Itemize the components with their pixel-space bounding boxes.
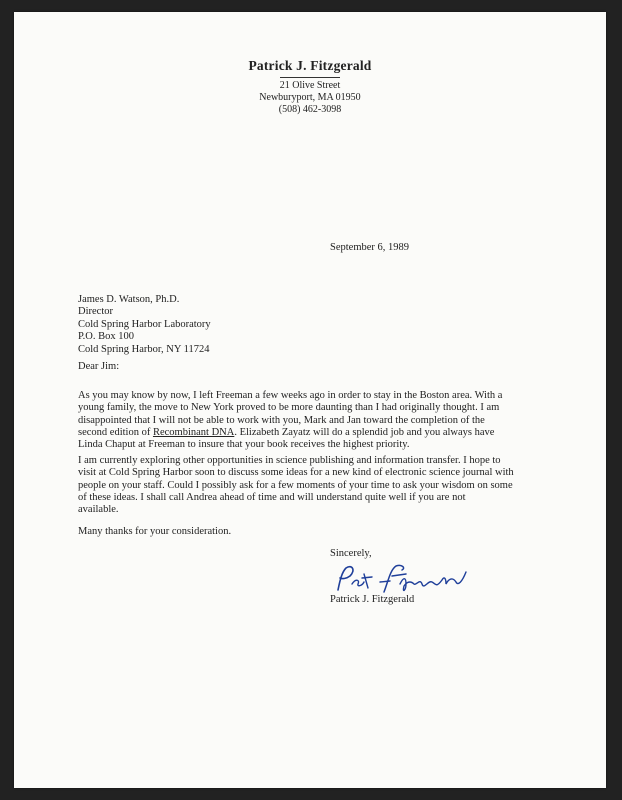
signer-name: Patrick J. Fitzgerald bbox=[330, 594, 415, 605]
paragraph-line: young family, the move to New York proved to be more daunting than I had originally thought. I am bbox=[78, 402, 500, 414]
recipient-title: Director bbox=[78, 306, 113, 318]
salutation: Dear Jim: bbox=[78, 361, 120, 372]
letterhead-street: 21 Olive Street bbox=[279, 80, 341, 91]
letterhead bbox=[14, 58, 606, 116]
paragraph-line: people on your staff. Could I possibly ask for a few moments of your time to ask your wisdom on some bbox=[78, 479, 513, 491]
paragraph-line: As you may know by now, I left Freeman a few weeks ago in order to stay in the Boston area. With a bbox=[78, 390, 503, 401]
letterhead-rule bbox=[280, 77, 340, 78]
paragraph-line bbox=[78, 427, 548, 439]
paragraph-line: available. bbox=[78, 504, 119, 516]
letter-date: September 6, 1989 bbox=[330, 242, 410, 253]
recipient-po-box: P.O. Box 100 bbox=[78, 331, 135, 343]
paragraph-line: of these ideas. I shall call Andrea ahead of time and will understand quite well if you are not bbox=[78, 491, 466, 503]
paragraph-1 bbox=[78, 390, 548, 451]
recipient-address bbox=[78, 294, 211, 356]
letterhead-name: Patrick J. Fitzgerald bbox=[248, 58, 372, 73]
thanks-line: Many thanks for your consideration. bbox=[78, 526, 232, 537]
paragraph-2 bbox=[78, 455, 548, 516]
paragraph-line: disappointed that I will not be able to work with you, Mark and Jan toward the completion of the bbox=[78, 414, 485, 426]
paragraph-line: visit at Cold Spring Harbor soon to discuss some ideas for a new kind of electronic science journal with bbox=[78, 467, 514, 479]
handwritten-signature bbox=[332, 562, 472, 596]
recipient-city: Cold Spring Harbor, NY 11724 bbox=[78, 343, 210, 355]
letterhead-phone: (508) 462-3098 bbox=[278, 104, 342, 115]
recipient-name: James D. Watson, Ph.D. bbox=[78, 294, 180, 305]
paragraph-text: . Elizabeth Zayatz will do a splendid job and you always have bbox=[234, 426, 495, 438]
letterhead-city: Newburyport, MA 01950 bbox=[259, 92, 361, 103]
letter-page bbox=[14, 12, 606, 788]
book-title: Recombinant DNA bbox=[152, 426, 235, 438]
closing: Sincerely, bbox=[330, 548, 372, 559]
paragraph-line: Linda Chaput at Freeman to insure that your book receives the highest priority. bbox=[78, 439, 410, 451]
recipient-organization: Cold Spring Harbor Laboratory bbox=[78, 318, 211, 330]
paragraph-line: I am currently exploring other opportunities in science publishing and information transfer. I hope to bbox=[78, 455, 501, 466]
paragraph-text: second edition of bbox=[78, 426, 153, 438]
